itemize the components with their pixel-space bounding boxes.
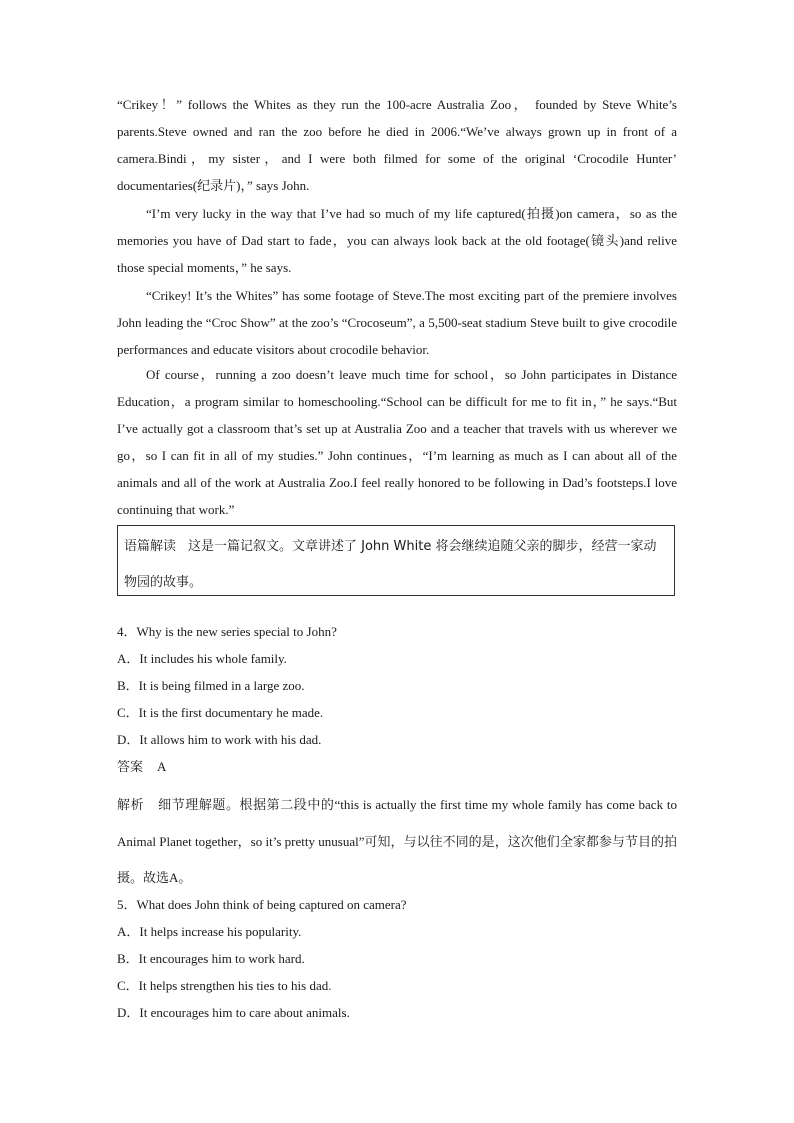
option-b: B．It encourages him to work hard. — [117, 951, 305, 966]
option-d: D．It allows him to work with his dad. — [117, 732, 322, 747]
explanation — [117, 787, 677, 896]
option-d: D．It encourages him to care about animals. — [117, 1005, 350, 1020]
option-a: A．It helps increase his popularity. — [117, 924, 302, 939]
passage-paragraph-4: Of course，running a zoo doesn’t leave much time for school，so John participates in Distance Education，a program similar to homeschooling.“School can be difficult for me to fit in，” he says.“But I’ve actually got a classroom that’s set up at Australia Zoo and a teacher that travels with us wherever we go，so I can fit in all of my studies.” John continues，“I’m learning as much as I can about all of the animals and all of the work at Australia Zoo.I feel really honored to be following in Dad’s footsteps.I love continuing that work.” — [117, 367, 677, 517]
passage-paragraph-1: “Crikey！” follows the Whites as they run the 100-acre Australia Zoo， founded by Steve White’s parents.Steve owned and ran the zoo before he died in 2006.“We’ve always grown up in front of a camera.Bindi，my sister，and I were both filmed for some of the original ‘Crocodile Hunter’ documentaries(纪录片)，” says John. — [117, 97, 677, 193]
question-4 — [117, 618, 677, 780]
passage-paragraph-2: “I’m very lucky in the way that I’ve had so much of my life captured(拍摄)on camera，so as the memories you have of Dad start to fade，you can always look back at the old footage(镜头)and relive those special moments，” he says. — [117, 206, 677, 275]
explanation-text: 细节理解题。根据第二段中的“this is actually the first time my whole family has come back to Animal Planet together，so it’s pretty unusual”可知，与以往不同的是，这次他们全家都参与节目的拍摄。故选A。 — [117, 797, 677, 885]
summary-text: 这是一篇记叙文。文章讲述了 John White 将会继续追随父亲的脚步，经营一家动物园的故事。 — [124, 539, 657, 590]
option-a: A．It includes his whole family. — [117, 651, 287, 666]
explanation-label: 解析 — [117, 798, 145, 813]
option-b: B．It is being filmed in a large zoo. — [117, 678, 305, 693]
question-stem: 5．What does John think of being captured on camera? — [117, 897, 407, 912]
answer-line — [117, 753, 677, 780]
passage-paragraph-3: “Crikey! It’s the Whites” has some footage of Steve.The most exciting part of the premiere involves John leading the “Croc Show” at the zoo’s “Crocoseum”, a 5,500-seat stadium Steve built to give crocodile performances and educate visitors about crocodile behavior. — [117, 288, 677, 357]
option-c: C．It helps strengthen his ties to his dad. — [117, 978, 332, 993]
option-c: C．It is the first documentary he made. — [117, 705, 324, 720]
summary-box — [117, 525, 675, 596]
question-5 — [117, 891, 677, 1026]
answer-value: A — [157, 759, 167, 774]
summary-label: 语篇解读 — [124, 539, 177, 554]
answer-label: 答案 — [117, 760, 144, 775]
question-stem: 4．Why is the new series special to John? — [117, 624, 337, 639]
